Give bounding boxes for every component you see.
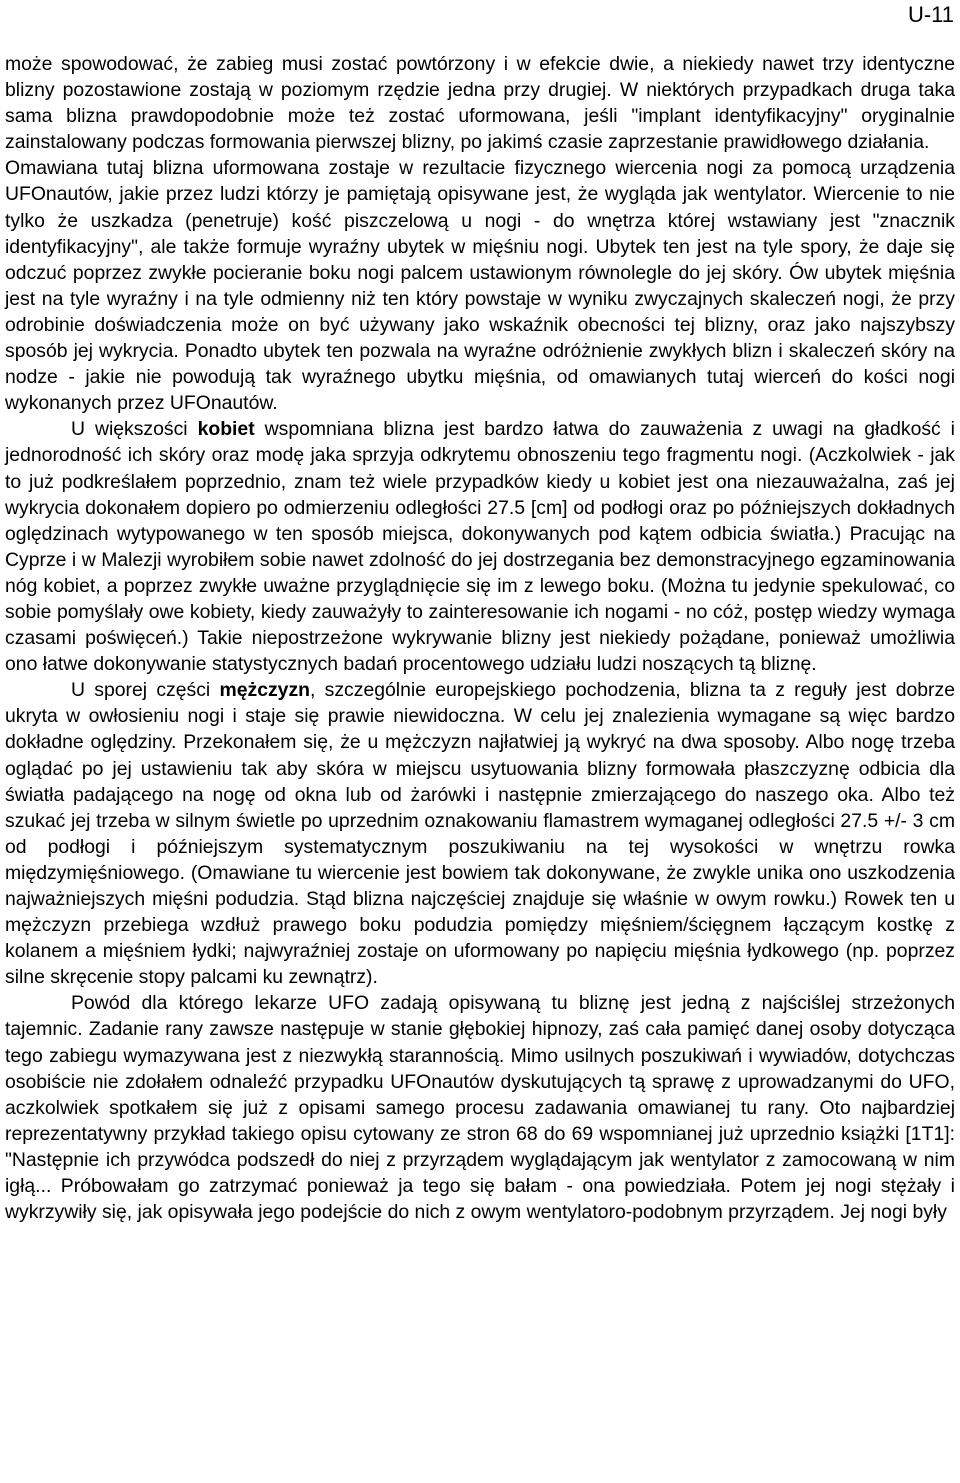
paragraph-text: Powód dla którego lekarze UFO zadają opisywaną tu bliznę jest jedną z najściślej strzeżonych tajemnic. Zadanie rany zawsze następuje w stanie głębokiej hipnozy, zaś cała pamięć danej osoby dotycząca tego zabiegu wymazywana jest z niezwykłą starannością. Mimo usilnych poszukiwań i wywiadów, dotychczas osobiście nie zdołałem odnaleźć przypadku UFOnautów dyskutujących tą sprawę z uprowadzanymi do UFO, aczkolwiek spotkałem się już z opisami samego procesu zadawania omawianej tu rany. Oto najbardziej reprezentatywny przykład takiego opisu cytowany ze stron 68 do 69 wspomnianej już uprzednio książki [1T1]: "Następnie ich przywódca podszedł do niej z przyrządem wyglądającym jak wentylator z zamocowaną w nim igłą... Próbowałam go zatrzymać ponieważ ja tego się bałam - ona powiedziała. Potem jej nogi stężały i wykrzywiły się, jak opisywała jego podejście do nich z owym wentylatoro-podobnym przyrządem. Jej nogi były [5,992,955,1224]
paragraph-1 [5,51,955,155]
emphasis-mezczyzn: mężczyzn [219,679,311,702]
paragraph-text: U większości [71,418,198,441]
page-number: U-11 [907,2,954,27]
paragraph-text: wspomniana blizna jest bardzo łatwa do zauważenia z uwagi na gładkość i jednorodność ich skóry oraz modę jaka sprzyja odkrytemu obnoszeniu tego fragmentu nogi. (Aczkolwiek - jak to już podkreślałem poprzednio, znam też wiele przypadków kiedy u kobiet jest ona niezauważalna, zaś jej wykrycia dokonałem dopiero po odmierzeniu odległości 27.5 [cm] od podłogi oraz po późniejszych dokładnych oględzinach wytypowanego w ten sposób miejsca, dokonywanych pod kątem odbicia światła.) Pracując na Cyprze i w Malezji wyrobiłem sobie nawet zdolność do jej dostrzegania bez demonstracyjnego egzaminowania nóg kobiet, a poprzez zwykłe uważne przyglądnięcie się im z lewego boku. (Można tu jedynie spekulować, co sobie pomyślały owe kobiety, kiedy zauważyły to zainteresowanie ich nogami - no cóż, postęp wiedzy wymaga czasami poświęceń.) Takie niepostrzeżone wykrywanie blizny jest niekiedy pożądane, ponieważ umożliwia ono łatwe dokonywanie statystycznych badań procentowego udziału ludzi noszących tą bliznę. [5,418,955,676]
emphasis-kobiet: kobiet [197,418,255,441]
paragraph-text: może spowodować, że zabieg musi zostać powtórzony i w efekcie dwie, a niekiedy nawet trzy identyczne blizny pozostawione zostają w poziomym rzędzie jedna przy drugiej. W niektórych przypadkach druga taka sama blizna prawdopodobnie może też zostać uformowana, jeśli "implant identyfikacyjny" oryginalnie zainstalowany podczas formowania pierwszej blizny, po jakimś czasie zaprzestanie prawidłowego działania. [5,53,955,154]
paragraph-2 [5,155,955,416]
paragraph-text: U sporej części [71,679,220,702]
paragraph-text: Omawiana tutaj blizna uformowana zostaje w rezultacie fizycznego wiercenia nogi za pomocą urządzenia UFOnautów, jakie przez ludzi którzy je pamiętają opisywane jest, że wygląda jak wentylator. Wiercenie to nie tylko że uszkadza (penetruje) kość piszczelową u nogi - do wnętrza której wstawiany jest "znacznik identyfikacyjny", ale także formuje wyraźny ubytek w mięśniu nogi. Ubytek ten jest na tyle spory, że daje się odczuć poprzez zwykłe pocieranie boku nogi palcem ustawionym równolegle do jej skóry. Ów ubytek mięśnia jest na tyle wyraźny i na tyle odmienny niż ten który powstaje w wyniku zwyczajnych skaleczeń nogi, że przy odrobinie doświadczenia może on być używany jako wskaźnik obecności tej blizny, oraz jako najszybszy sposób jej wykrycia. Ponadto ubytek ten pozwala na wyraźne odróżnienie zwykłych blizn i skaleczeń skóry na nodze - jakie nie powodują tak wyraźnego ubytku mięśnia, od omawianych tutaj wierceń do kości nogi wykonanych przez UFOnautów. [5,157,955,415]
paragraph-text: , szczególnie europejskiego pochodzenia, blizna ta z reguły jest dobrze ukryta w owłosieniu nogi i staje się prawie niewidoczna. W celu jej znalezienia wymagane są więc bardzo dokładne oględziny. Przekonałem się, że u mężczyzn najłatwiej ją wykryć na dwa sposoby. Albo nogę trzeba oglądać po jej ustawieniu tak aby skóra w miejscu usytuowania blizny formowała płaszczyznę odbicia dla światła padającego na nogę od okna lub od żarówki i następnie zmierzającego do naszego oka. Albo też szukać jej trzeba w silnym świetle po uprzednim oznakowaniu flamastrem wymaganej odległości 27.5 +/- 3 cm od podłogi i późniejszym systematycznym poszukiwaniu na tej wysokości w wnętrzu rowka międzymięśniowego. (Omawiane tu wiercenie jest bowiem tak dokonywane, że zwykle unika ono uszkodzenia najważniejszych mięśni podudzia. Stąd blizna najczęściej znajduje się właśnie w owym rowku.) Rowek ten u mężczyzn przebiega wzdłuż prawego boku podudzia pomiędzy mięśniem/ścięgnem łączącym kostkę z kolanem a mięśniem łydki; najwyraźniej zostaje on uformowany po napięciu mięśnia łydkowego (np. poprzez silne skręcenie stopy palcami ku zewnątrz). [5,679,955,989]
document-body [5,51,955,1225]
paragraph-3 [5,416,955,677]
paragraph-4 [5,677,955,990]
paragraph-5 [5,990,955,1225]
